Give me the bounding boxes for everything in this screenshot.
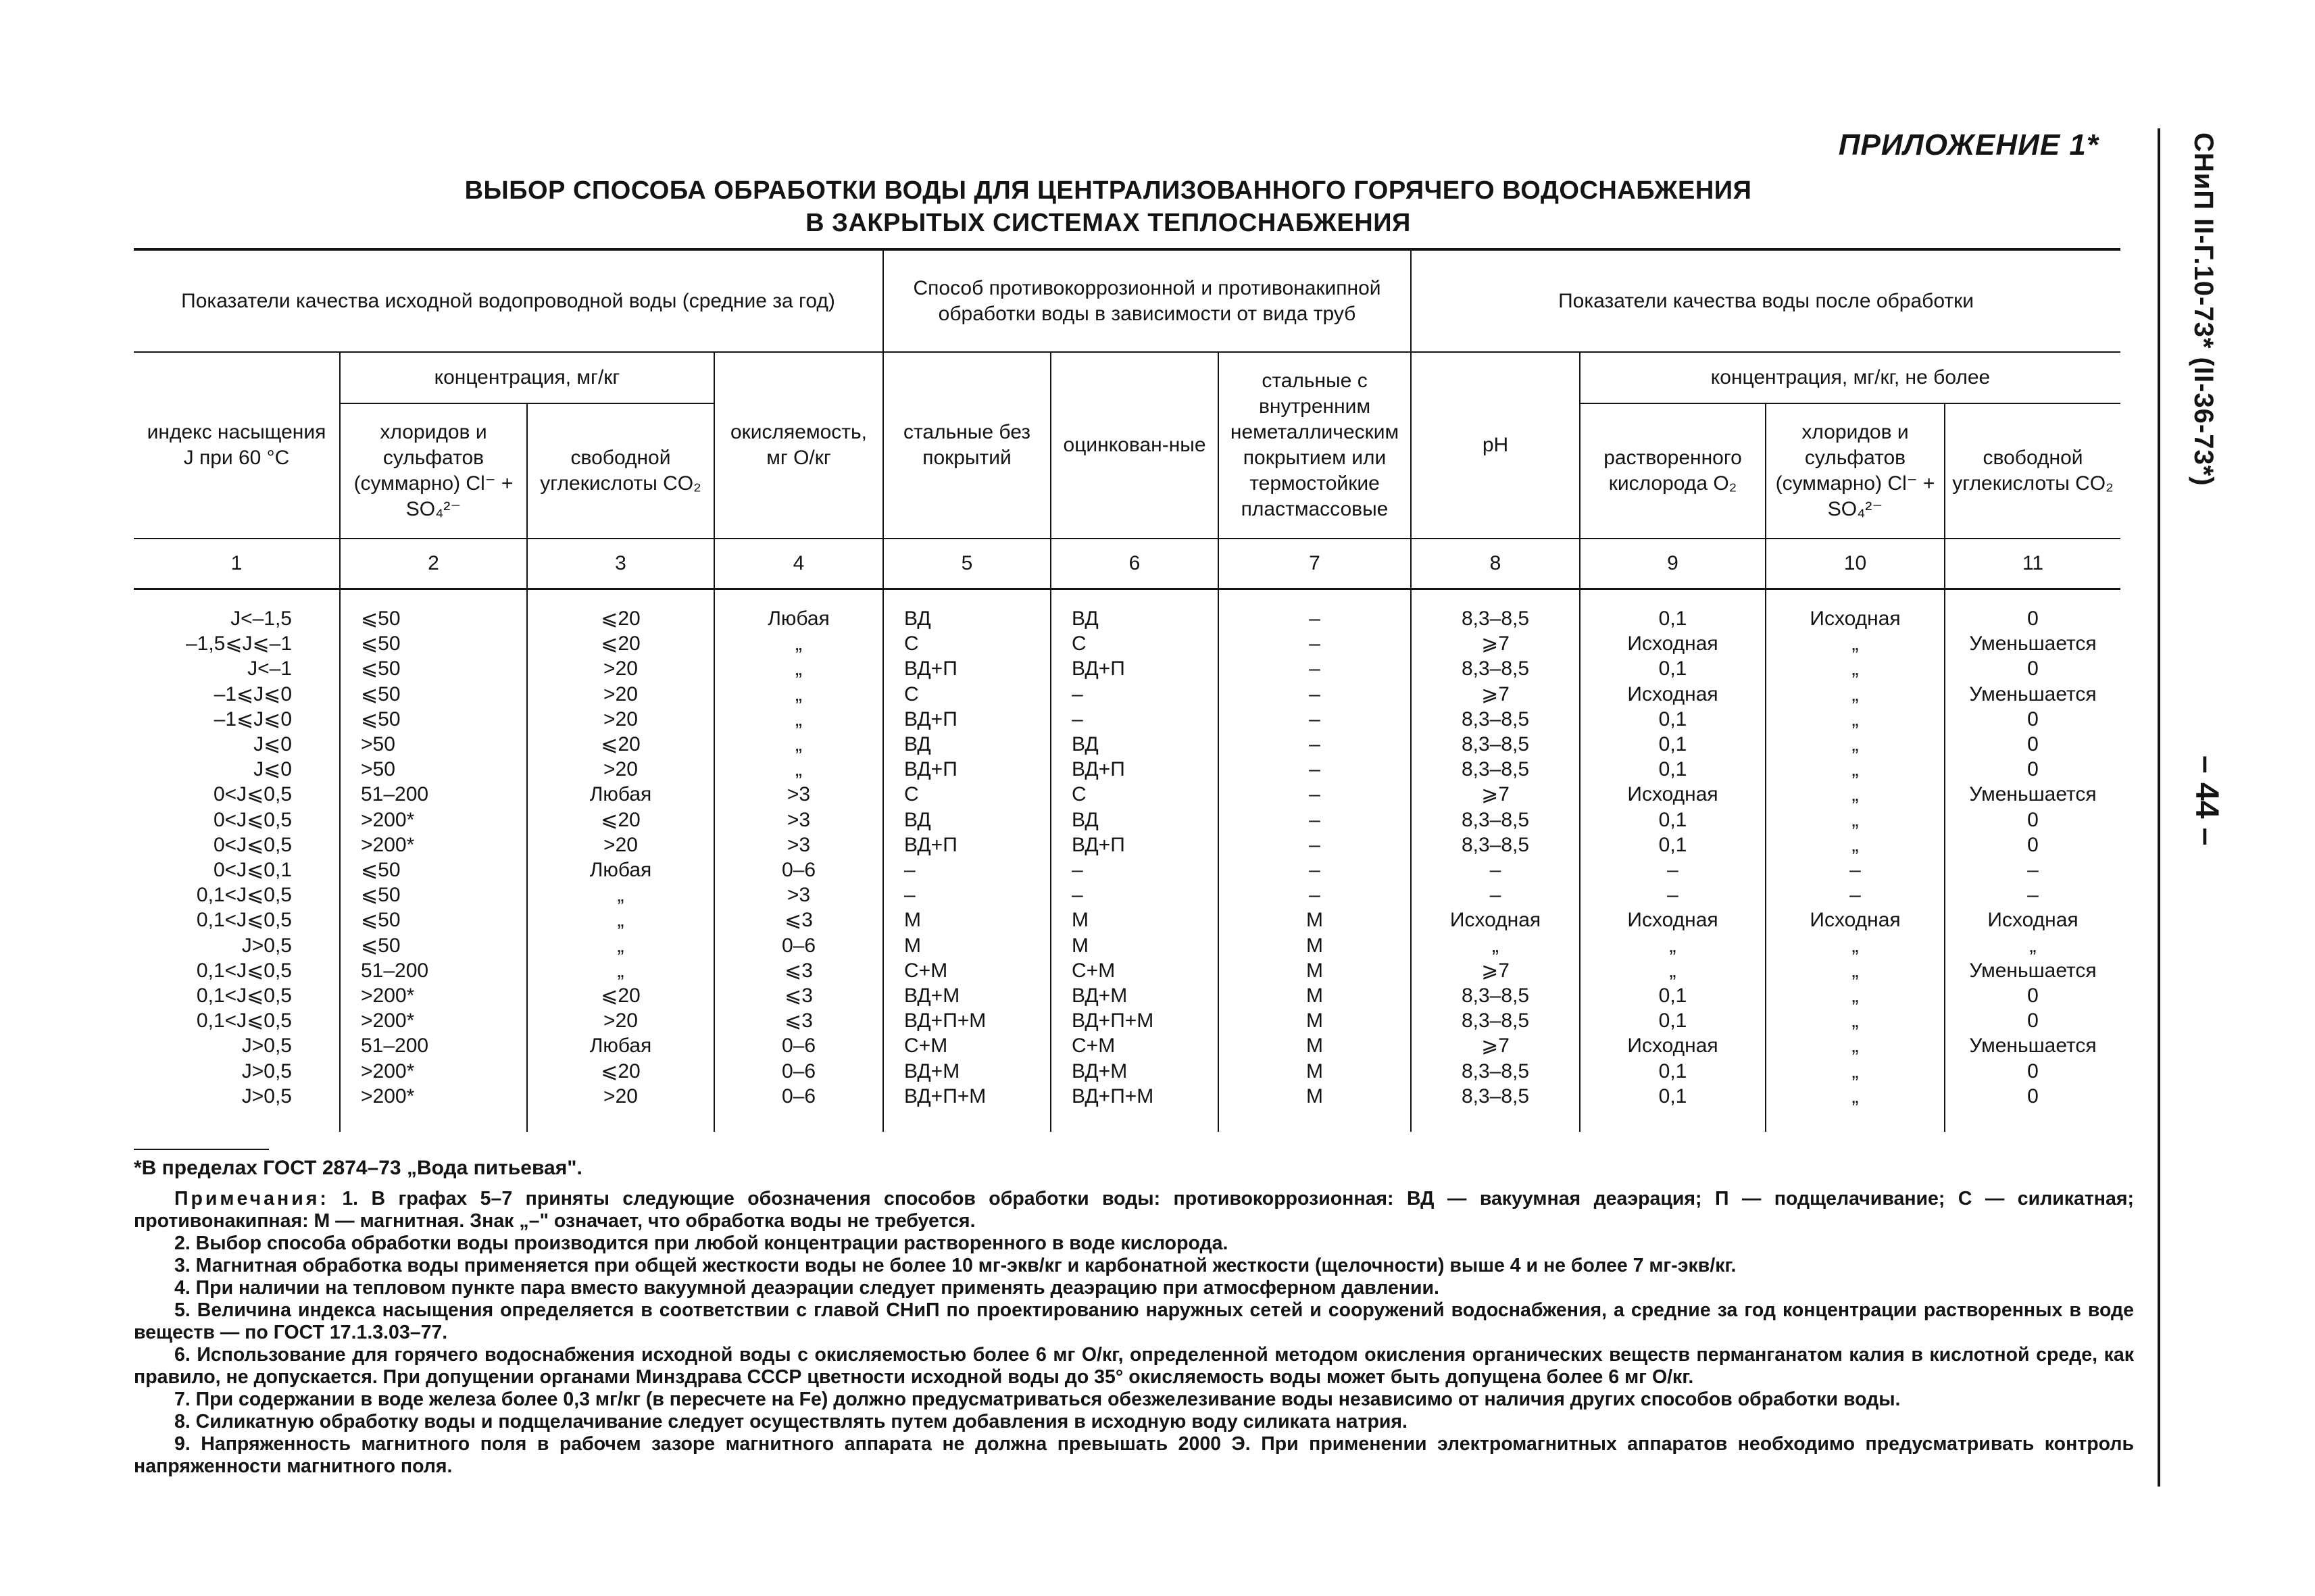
table-cell: –	[1051, 857, 1218, 882]
table-cell: 8,3–8,5	[1411, 832, 1580, 857]
column-number: 2	[340, 539, 527, 589]
table-cell: ВД	[1051, 589, 1218, 632]
table-cell: „	[1411, 933, 1580, 958]
table-row	[134, 732, 2120, 757]
table-cell: „	[1766, 1059, 1945, 1084]
table-cell: –1,5⩽J⩽–1	[185, 632, 292, 655]
table-cell: J⩽0	[253, 758, 292, 781]
table-cell: ⩽50	[340, 907, 527, 932]
table-cell: Любая	[527, 1033, 714, 1058]
header-galvanized: оцинкован-ные	[1051, 352, 1218, 539]
table-row	[134, 933, 2120, 958]
table-cell: >200*	[340, 832, 527, 857]
note-4: 4. При наличии на тепловом пункте пара вместо вакуумной деаэрации следует применять деаэрацию при атмосферном давлении.	[174, 1277, 1439, 1299]
table-cell: ⩽3	[714, 907, 883, 932]
table-cell: 8,3–8,5	[1411, 1084, 1580, 1132]
table-cell: ВД+П+М	[883, 1008, 1051, 1033]
table-cell: М	[883, 933, 1051, 958]
table-cell: J>0,5	[241, 1084, 292, 1107]
table-cell: 0<J⩽0,5	[213, 808, 292, 831]
table-cell: >200*	[340, 807, 527, 832]
table-cell: >50	[340, 757, 527, 782]
table-cell: М	[1218, 1008, 1411, 1033]
table-cell: >20	[527, 682, 714, 707]
table-cell: >50	[340, 732, 527, 757]
table-cell: >200*	[340, 983, 527, 1008]
table-cell: „	[1766, 1084, 1945, 1132]
header-ph: pH	[1411, 352, 1580, 539]
column-number: 8	[1411, 539, 1580, 589]
document-code: СНиП II-Г.10-73* (II-36-73*)	[2189, 132, 2218, 487]
notes-lead: Примечания:	[174, 1188, 329, 1210]
table-cell: –	[1945, 882, 2120, 907]
water-treatment-table	[134, 248, 2120, 1132]
note-7: 7. При содержании в воде железа более 0,3 мг/кг (в пересчете на Fe) должно предусматриваться обезжелезивание воды независимо от наличия других способов обработки воды.	[174, 1389, 1901, 1410]
table-cell: ⩽20	[527, 589, 714, 632]
table-cell: 0	[1945, 983, 2120, 1008]
table-cell: >20	[527, 757, 714, 782]
table-cell: ⩾7	[1411, 631, 1580, 656]
table-cell: ВД+П+М	[1051, 1008, 1218, 1033]
table-cell: ⩾7	[1411, 682, 1580, 707]
table-row	[134, 832, 2120, 857]
table-cell: „	[1766, 983, 1945, 1008]
table-cell: 0–6	[714, 1084, 883, 1132]
table-cell: Любая	[527, 782, 714, 807]
table-cell: ВД+П	[1051, 757, 1218, 782]
table-cell: ВД+П	[1051, 656, 1218, 681]
table-cell: „	[714, 656, 883, 681]
table-row	[134, 958, 2120, 983]
table-cell: Исходная	[1766, 589, 1945, 632]
table-cell: ВД+М	[883, 1059, 1051, 1084]
table-row	[134, 1084, 2120, 1132]
note-2: 2. Выбор способа обработки воды производится при любой концентрации растворенного в воде кислорода.	[174, 1232, 1228, 1254]
table-cell: >20	[527, 1008, 714, 1033]
table-cell: „	[1766, 631, 1945, 656]
table-cell: „	[714, 757, 883, 782]
table-cell: 0,1	[1580, 1008, 1766, 1033]
table-cell: ВД+М	[883, 983, 1051, 1008]
table-cell: 0–6	[714, 933, 883, 958]
page-number: – 44 –	[2189, 755, 2224, 846]
table-cell: Любая	[714, 589, 883, 632]
header-co2-source: свободной углекислоты CO₂	[527, 403, 714, 539]
table-cell: ⩾7	[1411, 1033, 1580, 1058]
note-1-text: 1. В графах 5–7 приняты следующие обозначения способов обработки воды: противокоррозионная: ВД — вакуумная деаэрация; П — подщелачивание; С — силикатная; противонакипная: М — магнитная. Знак „–" означает, что обработка воды не требуется.	[134, 1188, 2134, 1232]
table-cell: М	[1051, 907, 1218, 932]
table-cell: –	[1051, 882, 1218, 907]
table-row	[134, 807, 2120, 832]
title-line-2: В ЗАКРЫТЫХ СИСТЕМАХ ТЕПЛОСНАБЖЕНИЯ	[805, 209, 1411, 237]
table-row	[134, 656, 2120, 681]
note-3: 3. Магнитная обработка воды применяется при общей жесткости воды не более 10 мг-экв/кг и карбонатной жесткости (щелочности) выше 4 и не более 7 мг-экв/кг.	[174, 1255, 1737, 1276]
table-cell: М	[1218, 1033, 1411, 1058]
table-cell: –	[1218, 707, 1411, 732]
table-cell: 0,1<J⩽0,5	[196, 909, 292, 932]
table-cell: ⩽20	[527, 732, 714, 757]
table-cell: 0–6	[714, 857, 883, 882]
table-cell: 8,3–8,5	[1411, 589, 1580, 632]
table-cell: –	[1051, 707, 1218, 732]
table-cell: С	[1051, 782, 1218, 807]
table-cell: –	[1580, 882, 1766, 907]
table-body	[134, 589, 2120, 1132]
header-concentration-after: концентрация, мг/кг, не более	[1580, 352, 2120, 403]
table-cell: ⩽50	[340, 707, 527, 732]
table-cell: –	[1218, 782, 1411, 807]
table-cell: ВД+П	[883, 757, 1051, 782]
table-cell: ВД	[883, 732, 1051, 757]
title-line-1: ВЫБОР СПОСОБА ОБРАБОТКИ ВОДЫ ДЛЯ ЦЕНТРАЛИЗОВАННОГО ГОРЯЧЕГО ВОДОСНАБЖЕНИЯ	[464, 176, 1752, 205]
table-cell: ВД+П	[883, 656, 1051, 681]
table-cell: 0,1<J⩽0,5	[196, 959, 292, 982]
table-cell: Исходная	[1580, 631, 1766, 656]
table-cell: 0	[1945, 1059, 2120, 1084]
table-row	[134, 983, 2120, 1008]
table-cell: ⩽3	[714, 958, 883, 983]
table-cell: ВД+П	[1051, 832, 1218, 857]
table-cell: „	[714, 732, 883, 757]
table-cell: „	[714, 631, 883, 656]
table-cell: „	[1766, 1033, 1945, 1058]
table-cell: J>0,5	[241, 1059, 292, 1082]
note-1	[134, 1188, 2134, 1232]
column-number-row	[134, 539, 2120, 589]
table-cell: J⩽0	[253, 733, 292, 756]
table-cell: „	[1766, 933, 1945, 958]
header-quality-after: Показатели качества воды после обработки	[1411, 249, 2120, 352]
table-cell: ВД+П+М	[883, 1084, 1051, 1132]
table-cell: 0,1	[1580, 707, 1766, 732]
notes	[134, 1188, 2134, 1478]
table-cell: 0	[1945, 807, 2120, 832]
table-cell: 0,1	[1580, 983, 1766, 1008]
table-cell: Любая	[527, 857, 714, 882]
header-oxidizability: окисляемость, мг О/кг	[714, 352, 883, 539]
table-cell: 0,1	[1580, 1084, 1766, 1132]
table-cell: „	[714, 707, 883, 732]
table-cell: С+М	[1051, 1033, 1218, 1058]
table-cell: –	[1411, 857, 1580, 882]
table-cell: –	[1051, 682, 1218, 707]
table-cell: 0,1	[1580, 757, 1766, 782]
note-8: 8. Силикатную обработку воды и подщелачивание следует осуществлять путем добавления в исходную воду силиката натрия.	[174, 1411, 1408, 1432]
table-cell: ⩽50	[340, 857, 527, 882]
table-cell: 8,3–8,5	[1411, 983, 1580, 1008]
table-cell: 51–200	[340, 958, 527, 983]
table-cell: М	[1218, 933, 1411, 958]
table-cell: „	[1945, 933, 2120, 958]
table-cell: ВД	[1051, 732, 1218, 757]
table-cell: 51–200	[340, 1033, 527, 1058]
appendix-label: ПРИЛОЖЕНИЕ 1*	[1838, 128, 2099, 161]
table-cell: 0	[1945, 1084, 2120, 1132]
table-cell: „	[1580, 958, 1766, 983]
table-cell: –1⩽J⩽0	[214, 682, 292, 705]
table-cell: J<–1,5	[230, 607, 292, 630]
table-cell: „	[1766, 656, 1945, 681]
table-row	[134, 857, 2120, 882]
table-cell: >200*	[340, 1084, 527, 1132]
table-cell: 8,3–8,5	[1411, 656, 1580, 681]
column-number: 3	[527, 539, 714, 589]
table-cell: –	[1218, 882, 1411, 907]
table-cell: >3	[714, 882, 883, 907]
table-row	[134, 707, 2120, 732]
table-cell: „	[1766, 1008, 1945, 1033]
table-row	[134, 1033, 2120, 1058]
table-cell: „	[714, 682, 883, 707]
table-row	[134, 589, 2120, 632]
table-cell: Уменьшается	[1945, 631, 2120, 656]
column-number: 4	[714, 539, 883, 589]
table-cell: ⩾7	[1411, 782, 1580, 807]
table-cell: –	[1766, 882, 1945, 907]
table-cell: ⩽20	[527, 1059, 714, 1084]
table-cell: –	[1218, 682, 1411, 707]
header-concentration-source: концентрация, мг/кг	[340, 352, 714, 403]
table-cell: 0,1<J⩽0,5	[196, 1009, 292, 1032]
table-cell: ВД+П	[883, 832, 1051, 857]
table-cell: ⩽50	[340, 656, 527, 681]
table-cell: Уменьшается	[1945, 1033, 2120, 1058]
table-cell: 8,3–8,5	[1411, 707, 1580, 732]
note-6: 6. Использование для горячего водоснабжения исходной воды с окисляемостью более 6 мг О/кг, определенной методом окисления органических веществ перманганатом калия в кислотной среде, как правило, не допускается. При допущении органами Минздрава СССР цветности исходной воды до 35° окисляемость воды может быть допущена более 6 мг О/кг.	[134, 1344, 2134, 1388]
table-cell: Исходная	[1766, 907, 1945, 932]
table-cell: Исходная	[1411, 907, 1580, 932]
table-cell: М	[1051, 933, 1218, 958]
table-cell: ⩽20	[527, 807, 714, 832]
table-cell: >20	[527, 656, 714, 681]
footnote: *В пределах ГОСТ 2874–73 „Вода питьевая".	[134, 1157, 582, 1179]
header-saturation-index: индекс насыщения J при 60 °С	[134, 352, 340, 539]
table-cell: „	[1766, 732, 1945, 757]
table-cell: 0<J⩽0,1	[213, 859, 292, 882]
table-cell: >20	[527, 832, 714, 857]
table-cell: М	[1218, 1084, 1411, 1132]
table-cell: ВД	[883, 807, 1051, 832]
header-steel-uncoated: стальные без покрытий	[883, 352, 1051, 539]
table-row	[134, 631, 2120, 656]
table-cell: 8,3–8,5	[1411, 1059, 1580, 1084]
table-cell: Уменьшается	[1945, 958, 2120, 983]
side-rule	[2158, 128, 2160, 1487]
table-cell: 0	[1945, 832, 2120, 857]
header-chlorides-after: хлоридов и сульфатов (суммарно) Cl⁻ + SO₄²⁻	[1766, 403, 1945, 539]
table-cell: „	[1766, 682, 1945, 707]
table-cell: –	[1945, 857, 2120, 882]
table-cell: –	[1218, 832, 1411, 857]
table-cell: >200*	[340, 1008, 527, 1033]
table-cell: –	[1580, 857, 1766, 882]
table-cell: „	[1766, 807, 1945, 832]
header-co2-after: свободной углекислоты CO₂	[1945, 403, 2120, 539]
table-cell: Уменьшается	[1945, 782, 2120, 807]
table-cell: 0,1<J⩽0,5	[196, 884, 292, 907]
table-cell: –	[1218, 589, 1411, 632]
table-cell: 0–6	[714, 1033, 883, 1058]
column-number: 9	[1580, 539, 1766, 589]
table-cell: М	[1218, 958, 1411, 983]
table-cell: М	[1218, 907, 1411, 932]
table-cell: „	[1766, 832, 1945, 857]
document-title	[135, 174, 2081, 239]
table-cell: „	[1580, 933, 1766, 958]
table-cell: М	[1218, 983, 1411, 1008]
table-cell: 0,1	[1580, 656, 1766, 681]
table-cell: 0,1	[1580, 589, 1766, 632]
table-cell: ⩾7	[1411, 958, 1580, 983]
table-cell: –	[1218, 631, 1411, 656]
column-number: 1	[134, 539, 340, 589]
table-cell: 0,1<J⩽0,5	[196, 984, 292, 1007]
table-cell: 0	[1945, 1008, 2120, 1033]
table-cell: –1⩽J⩽0	[214, 707, 292, 730]
table-cell: „	[527, 907, 714, 932]
table-cell: >20	[527, 707, 714, 732]
table-cell: ⩽50	[340, 589, 527, 632]
table-cell: –	[883, 882, 1051, 907]
table-cell: „	[527, 958, 714, 983]
table-cell: 0	[1945, 732, 2120, 757]
table-cell: „	[1766, 782, 1945, 807]
table-cell: –	[1218, 656, 1411, 681]
table-cell: 0	[1945, 656, 2120, 681]
table-cell: ВД+М	[1051, 983, 1218, 1008]
note-5: 5. Величина индекса насыщения определяется в соответствии с главой СНиП по проектированию наружных сетей и сооружений водоснабжения, а средние за год концентрации растворенных в воде веществ — по ГОСТ 17.1.3.03–77.	[134, 1299, 2134, 1343]
table-cell: –	[883, 857, 1051, 882]
table-cell: 0	[1945, 757, 2120, 782]
table-cell: 0	[1945, 707, 2120, 732]
table-cell: ⩽50	[340, 682, 527, 707]
table-cell: 0,1	[1580, 807, 1766, 832]
table-cell: ⩽3	[714, 1008, 883, 1033]
table-cell: С	[883, 682, 1051, 707]
table-cell: С+М	[883, 958, 1051, 983]
table-cell: Исходная	[1580, 1033, 1766, 1058]
table-cell: 0	[1945, 589, 2120, 632]
table-cell: Уменьшается	[1945, 682, 2120, 707]
table-cell: ВД	[1051, 807, 1218, 832]
table-cell: ⩽50	[340, 933, 527, 958]
note-9: 9. Напряженность магнитного поля в рабочем зазоре магнитного аппарата не должна превышать 2000 Э. При применении электромагнитных аппаратов необходимо предусматривать контроль напряженности магнитного поля.	[134, 1433, 2134, 1477]
table-cell: >3	[714, 782, 883, 807]
table-cell: ⩽3	[714, 983, 883, 1008]
column-number: 7	[1218, 539, 1411, 589]
table-cell: J>0,5	[241, 1034, 292, 1057]
table-row	[134, 682, 2120, 707]
table-cell: С+М	[1051, 958, 1218, 983]
header-dissolved-oxygen: растворенного кислорода O₂	[1580, 403, 1766, 539]
table-cell: „	[1766, 958, 1945, 983]
table-cell: ВД+М	[1051, 1059, 1218, 1084]
column-number: 11	[1945, 539, 2120, 589]
column-number: 10	[1766, 539, 1945, 589]
table-cell: –	[1218, 732, 1411, 757]
table-cell: „	[527, 933, 714, 958]
table-cell: „	[1766, 707, 1945, 732]
table-cell: ⩽20	[527, 631, 714, 656]
table-cell: 0<J⩽0,5	[213, 783, 292, 806]
table-cell: 0,1	[1580, 1059, 1766, 1084]
table-cell: 8,3–8,5	[1411, 732, 1580, 757]
table-cell: С+М	[883, 1033, 1051, 1058]
table-cell: ВД	[883, 589, 1051, 632]
table-cell: Исходная	[1580, 782, 1766, 807]
table-cell: –	[1218, 757, 1411, 782]
table-cell: >3	[714, 832, 883, 857]
header-chlorides-source: хлоридов и сульфатов (суммарно) Cl⁻ + SO₄²⁻	[340, 403, 527, 539]
table-cell: 0,1	[1580, 832, 1766, 857]
table-cell: >200*	[340, 1059, 527, 1084]
table-cell: 8,3–8,5	[1411, 757, 1580, 782]
table-row	[134, 1008, 2120, 1033]
table-row	[134, 882, 2120, 907]
table-cell: „	[1766, 757, 1945, 782]
footnote-rule	[134, 1149, 269, 1150]
table-cell: М	[1218, 1059, 1411, 1084]
table-cell: –	[1218, 807, 1411, 832]
table-cell: М	[883, 907, 1051, 932]
table-cell: „	[527, 882, 714, 907]
table-cell: Исходная	[1580, 682, 1766, 707]
table-cell: ВД+П+М	[1051, 1084, 1218, 1132]
table-cell: J>0,5	[241, 934, 292, 957]
table-cell: 51–200	[340, 782, 527, 807]
table-row	[134, 782, 2120, 807]
table-cell: 0–6	[714, 1059, 883, 1084]
header-coated-plastic: стальные с внутренним неметаллическим покрытием или термостойкие пластмассовые	[1218, 352, 1411, 539]
table-cell: >20	[527, 1084, 714, 1132]
table-cell: С	[883, 631, 1051, 656]
table-cell: ⩽50	[340, 631, 527, 656]
table-cell: ⩽50	[340, 882, 527, 907]
table-cell: 8,3–8,5	[1411, 1008, 1580, 1033]
table-cell: ⩽20	[527, 983, 714, 1008]
table-cell: ВД+П	[883, 707, 1051, 732]
column-number: 6	[1051, 539, 1218, 589]
table-row	[134, 757, 2120, 782]
table-cell: >3	[714, 807, 883, 832]
table-row	[134, 907, 2120, 932]
table-cell: 8,3–8,5	[1411, 807, 1580, 832]
table-cell: Исходная	[1945, 907, 2120, 932]
column-number: 5	[883, 539, 1051, 589]
table-cell: 0,1	[1580, 732, 1766, 757]
table-cell: J<–1	[247, 657, 292, 680]
table-row	[134, 1059, 2120, 1084]
header-treatment-method: Способ противокоррозионной и противонакипной обработки воды в зависимости от вида труб	[883, 249, 1411, 352]
table-cell: С	[1051, 631, 1218, 656]
table-cell: Исходная	[1580, 907, 1766, 932]
header-source-quality: Показатели качества исходной водопроводной воды (средние за год)	[134, 249, 883, 352]
table-cell: –	[1218, 857, 1411, 882]
table-cell: С	[883, 782, 1051, 807]
table-cell: –	[1411, 882, 1580, 907]
table-cell: –	[1766, 857, 1945, 882]
table-cell: 0<J⩽0,5	[213, 833, 292, 856]
